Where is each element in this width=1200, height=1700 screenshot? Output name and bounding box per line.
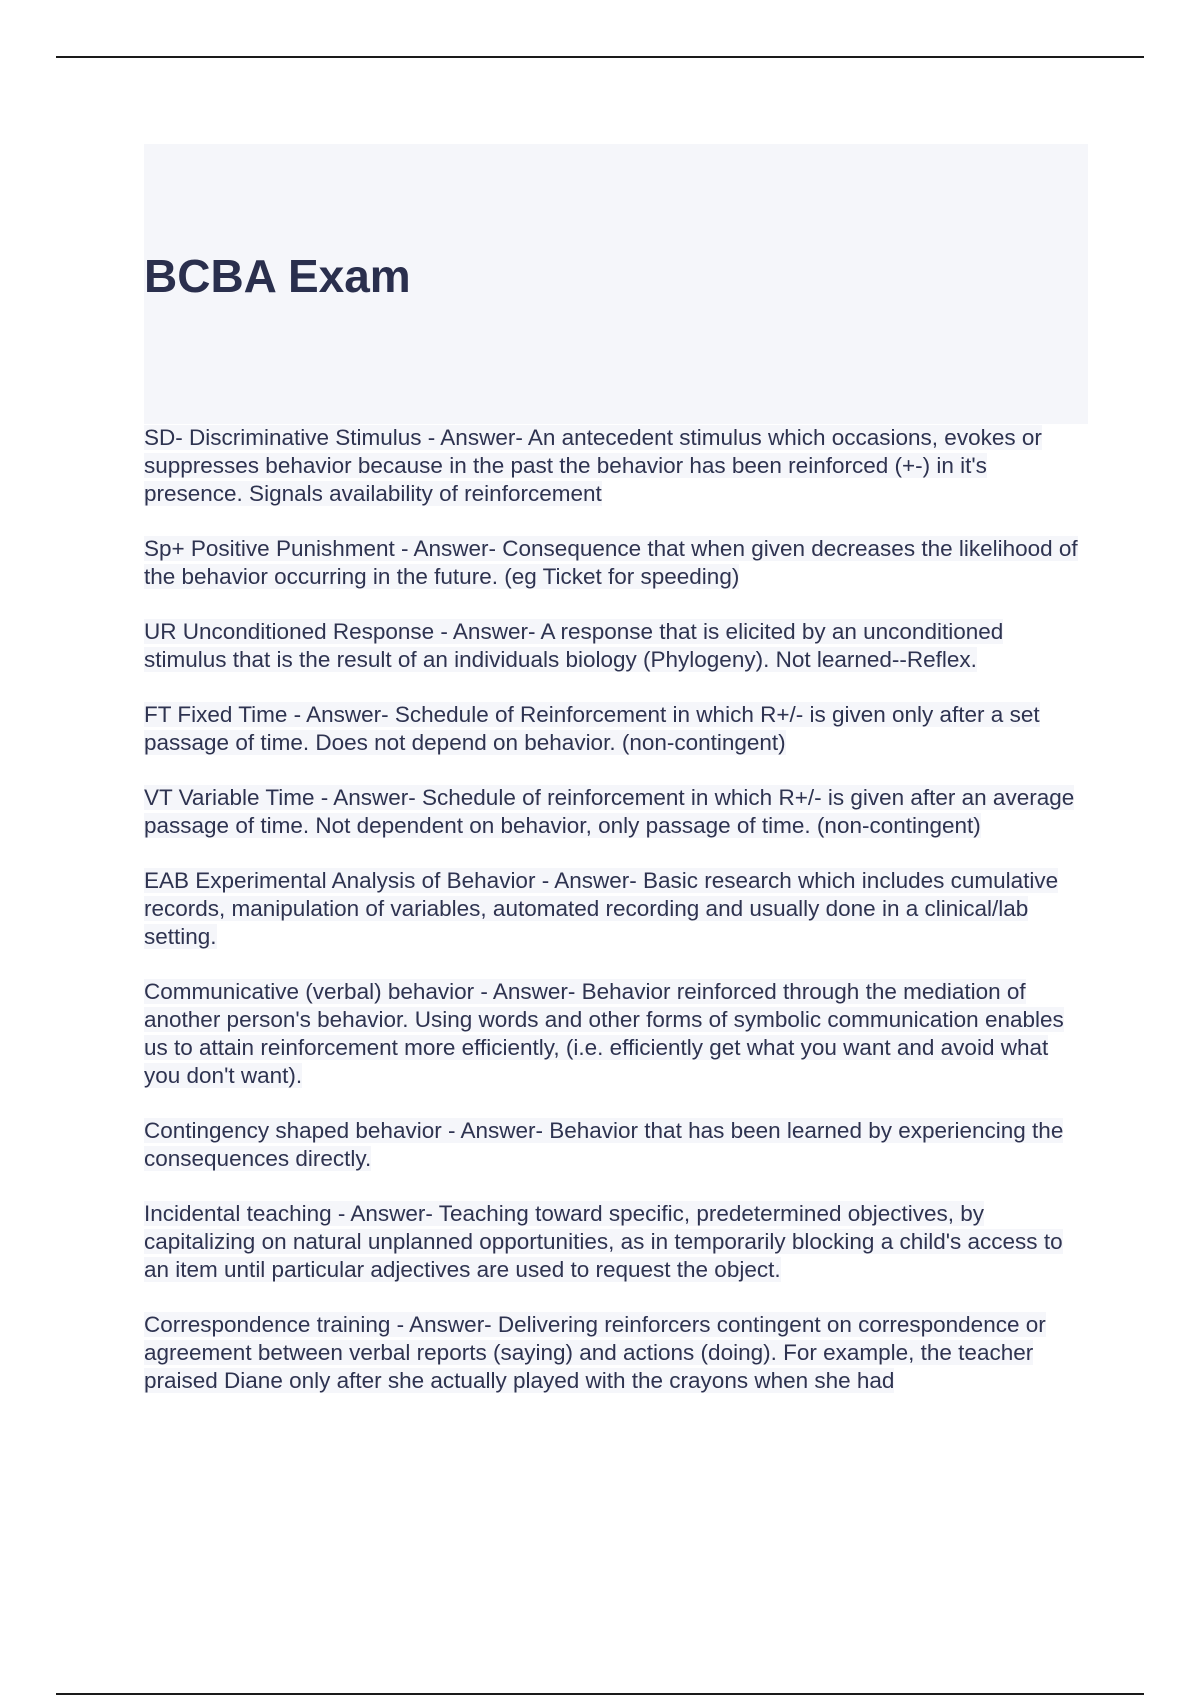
flashcard-entry bbox=[144, 1311, 1088, 1395]
flashcard-entry bbox=[144, 535, 1088, 591]
flashcard-text: VT Variable Time - Answer- Schedule of reinforcement in which R+/- is given after an average passage of time. Not dependent on behavior, only passage of time. (non-contingent) bbox=[144, 785, 1075, 838]
flashcard-text: UR Unconditioned Response - Answer- A response that is elicited by an unconditioned stimulus that is the result of an individuals biology (Phylogeny). Not learned--Reflex. bbox=[144, 619, 1004, 672]
flashcard-entry bbox=[144, 1117, 1088, 1173]
flashcard-text: Contingency shaped behavior - Answer- Behavior that has been learned by experiencing the consequences directly. bbox=[144, 1118, 1064, 1171]
flashcard-entry bbox=[144, 978, 1088, 1090]
flashcard-text: FT Fixed Time - Answer- Schedule of Reinforcement in which R+/- is given only after a set passage of time. Does not depend on behavior. (non-contingent) bbox=[144, 702, 1040, 755]
flashcard-entry bbox=[144, 701, 1088, 757]
document-title: BCBA Exam bbox=[144, 250, 411, 302]
title-block bbox=[144, 144, 1088, 424]
flashcard-text: Sp+ Positive Punishment - Answer- Consequence that when given decreases the likelihood of the behavior occurring in the future. (eg Ticket for speeding) bbox=[144, 536, 1078, 589]
flashcard-text: SD- Discriminative Stimulus - Answer- An antecedent stimulus which occasions, evokes or suppresses behavior because in the past the behavior has been reinforced (+-) in it's presence. Signals availability of reinforcement bbox=[144, 425, 1042, 506]
flashcard-entry bbox=[144, 867, 1088, 951]
flashcard-entry bbox=[144, 618, 1088, 674]
footer-rule bbox=[56, 1693, 1144, 1695]
flashcard-entry bbox=[144, 424, 1088, 508]
flashcard-entry bbox=[144, 784, 1088, 840]
flashcard-list bbox=[144, 424, 1088, 1422]
flashcard-text: Correspondence training - Answer- Delivering reinforcers contingent on correspondence or agreement between verbal reports (saying) and actions (doing). For example, the teacher praised Diane only after she actually played with the crayons when she had bbox=[144, 1312, 1046, 1393]
flashcard-text: Communicative (verbal) behavior - Answer- Behavior reinforced through the mediation of another person's behavior. Using words and other forms of symbolic communication enables us to attain reinforcement more efficiently, (i.e. efficiently get what you want and avoid what you don't want). bbox=[144, 979, 1064, 1088]
flashcard-entry bbox=[144, 1200, 1088, 1284]
flashcard-text: Incidental teaching - Answer- Teaching toward specific, predetermined objectives, by capitalizing on natural unplanned opportunities, as in temporarily blocking a child's access to an item until particular adjectives are used to request the object. bbox=[144, 1201, 1063, 1282]
header-rule bbox=[56, 56, 1144, 58]
flashcard-text: EAB Experimental Analysis of Behavior - Answer- Basic research which includes cumulative records, manipulation of variables, automated recording and usually done in a clinical/lab setting. bbox=[144, 868, 1059, 949]
